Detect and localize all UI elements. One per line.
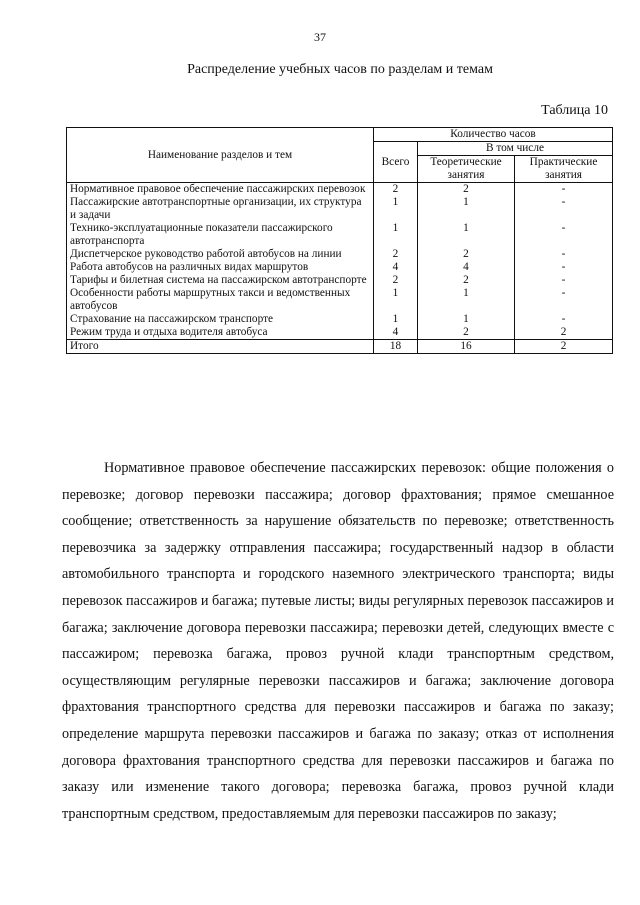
header-total: Всего: [374, 142, 418, 183]
row-practice: -: [515, 287, 613, 313]
row-theory: 1: [418, 287, 515, 313]
row-theory: 4: [418, 261, 515, 274]
row-total: 2: [374, 183, 418, 197]
row-practice: -: [515, 196, 613, 222]
table-row: [67, 313, 613, 326]
row-practice: 2: [515, 326, 613, 340]
row-name: Режим труда и отдыха водителя автобуса: [67, 326, 374, 340]
total-row-total: 18: [374, 340, 418, 354]
row-theory: 2: [418, 183, 515, 197]
header-practice: Практические занятия: [515, 156, 613, 183]
row-name: Страхование на пассажирском транспорте: [67, 313, 374, 326]
row-practice: -: [515, 248, 613, 261]
row-total: 1: [374, 287, 418, 313]
table-row: [67, 326, 613, 340]
row-total: 1: [374, 196, 418, 222]
row-name: Диспетчерское руководство работой автобусов на линии: [67, 248, 374, 261]
row-total: 2: [374, 248, 418, 261]
row-total: 4: [374, 261, 418, 274]
row-theory: 1: [418, 222, 515, 248]
table-row: [67, 248, 613, 261]
row-practice: -: [515, 261, 613, 274]
hours-table: [66, 127, 613, 354]
table-row: [67, 287, 613, 313]
header-hours: Количество часов: [374, 128, 613, 142]
row-name: Тарифы и билетная система на пассажирском автотранспорте: [67, 274, 374, 287]
row-name: Технико-эксплуатационные показатели пассажирского автотранспорта: [67, 222, 374, 248]
table-row: [67, 222, 613, 248]
body-text: [62, 455, 614, 827]
table-row: [67, 261, 613, 274]
row-theory: 2: [418, 274, 515, 287]
row-theory: 2: [418, 326, 515, 340]
row-name: Нормативное правовое обеспечение пассажирских перевозок: [67, 183, 374, 197]
page-number: 37: [314, 30, 326, 44]
row-practice: -: [515, 222, 613, 248]
row-total: 1: [374, 222, 418, 248]
row-theory: 1: [418, 313, 515, 326]
row-practice: -: [515, 183, 613, 197]
header-name: Наименование разделов и тем: [67, 128, 374, 183]
row-name: Работа автобусов на различных видах маршрутов: [67, 261, 374, 274]
total-row-name: Итого: [67, 340, 374, 354]
total-row-practice: 2: [515, 340, 613, 354]
row-name: Пассажирские автотранспортные организации, их структура и задачи: [67, 196, 374, 222]
row-total: 1: [374, 313, 418, 326]
table-row: [67, 274, 613, 287]
header-theory: Теоретические занятия: [418, 156, 515, 183]
row-total: 2: [374, 274, 418, 287]
row-theory: 2: [418, 248, 515, 261]
table-row: [67, 196, 613, 222]
row-theory: 1: [418, 196, 515, 222]
row-practice: -: [515, 313, 613, 326]
table-row: [67, 183, 613, 197]
body-paragraph: Нормативное правовое обеспечение пассажирских перевозок: общие положения о перевозке; договор перевозки пассажира; договор фрахтования; прямое смешанное сообщение; ответственность за нарушение обязательств по перевозке; ответственность перевозчика за задержку отправления пассажира; государственный надзор в области автомобильного транспорта и городского наземного электрического транспорта; виды перевозок пассажиров и багажа; путевые листы; виды регулярных перевозок пассажиров и багажа; заключение договора перевозки пассажира; перевозки детей, следующих вместе с пассажиром; перевозка багажа, провоз ручной клади транспортным средством, осуществляющим регулярные перевозки пассажиров и багажа; заключение договора фрахтования транспортного средства для перевозки пассажиров и багажа по заказу; определение маршрута перевозки пассажиров и багажа по заказу; отказ от исполнения договора фрахтования транспортного средства для перевозки пассажиров и багажа по заказу или изменение такого договора; перевозка багажа, провоз ручной клади транспортным средством, предоставляемым для перевозки пассажиров по заказу;: [62, 460, 614, 822]
section-heading: Распределение учебных часов по разделам и темам: [187, 62, 493, 77]
row-name: Особенности работы маршрутных такси и ведомственных автобусов: [67, 287, 374, 313]
table-label: Таблица 10: [541, 103, 608, 118]
row-practice: -: [515, 274, 613, 287]
table-total-row: [67, 340, 613, 354]
header-including: В том числе: [418, 142, 613, 156]
total-row-theory: 16: [418, 340, 515, 354]
row-total: 4: [374, 326, 418, 340]
